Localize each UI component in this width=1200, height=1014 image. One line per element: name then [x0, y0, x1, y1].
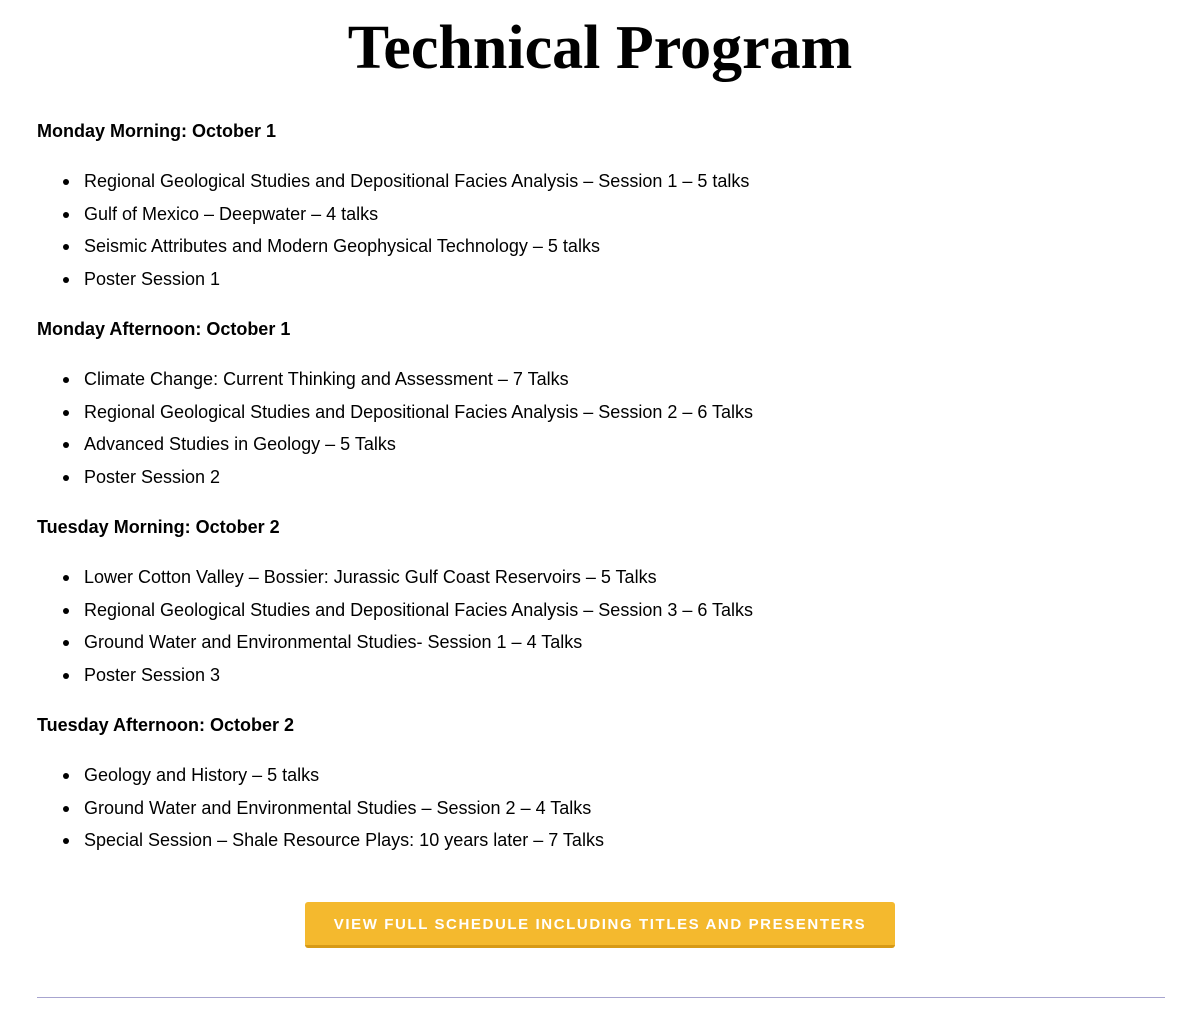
bullet-icon — [63, 277, 69, 283]
list-item-label: Ground Water and Environmental Studies – Session 2 – 4 Talks — [84, 797, 592, 818]
list-item — [84, 428, 1167, 461]
list-item — [84, 626, 1167, 659]
view-full-schedule-button[interactable]: VIEW FULL SCHEDULE INCLUDING TITLES AND PRESENTERS — [305, 902, 895, 948]
session-list — [37, 759, 1167, 857]
list-item-label: Poster Session 3 — [84, 664, 221, 685]
list-item — [84, 230, 1167, 263]
session-heading: Tuesday Afternoon: October 2 — [37, 715, 295, 735]
list-item — [84, 396, 1167, 429]
session-block-tuesday-afternoon — [37, 708, 1167, 857]
list-item — [84, 198, 1167, 231]
list-item — [84, 792, 1167, 825]
session-heading: Monday Afternoon: October 1 — [37, 319, 291, 339]
bullet-icon — [63, 410, 69, 416]
list-item-label: Special Session – Shale Resource Plays: 10 years later – 7 Talks — [84, 830, 604, 850]
list-item-label: Poster Session 1 — [84, 268, 221, 289]
bullet-icon — [63, 212, 69, 218]
bullet-icon — [63, 442, 69, 448]
list-item — [84, 263, 1167, 296]
list-item-label: Lower Cotton Valley – Bossier: Jurassic Gulf Coast Reservoirs – 5 Talks — [84, 567, 657, 587]
list-item — [84, 363, 1167, 396]
session-list — [37, 363, 1167, 493]
list-item-label: Regional Geological Studies and Depositional Facies Analysis – Session 2 – 6 Talks — [84, 401, 754, 422]
bullet-icon — [63, 673, 69, 679]
list-item-label: Seismic Attributes and Modern Geophysical Technology – 5 talks — [84, 236, 600, 256]
list-item — [84, 165, 1167, 198]
list-item-label: Climate Change: Current Thinking and Assessment – 7 Talks — [84, 369, 569, 389]
session-block-monday-morning — [37, 114, 1167, 295]
bullet-icon — [63, 838, 69, 844]
list-item — [84, 594, 1167, 627]
list-item-label: Ground Water and Environmental Studies- Session 1 – 4 Talks — [84, 632, 583, 652]
list-item — [84, 561, 1167, 594]
bullet-icon — [63, 575, 69, 581]
list-item-label: Poster Session 2 — [84, 466, 221, 487]
list-item — [84, 659, 1167, 692]
bullet-icon — [63, 608, 69, 614]
list-item-label: Regional Geological Studies and Depositional Facies Analysis – Session 3 – 6 Talks — [84, 599, 754, 620]
bullet-icon — [63, 244, 69, 250]
list-item-label: Geology and History – 5 talks — [84, 765, 320, 785]
session-list — [37, 561, 1167, 691]
session-block-tuesday-morning — [37, 510, 1167, 691]
list-item-label: Regional Geological Studies and Depositional Facies Analysis – Session 1 – 5 talks — [84, 171, 750, 191]
bullet-icon — [63, 475, 69, 481]
bullet-icon — [63, 179, 69, 185]
sessions-container — [37, 114, 1167, 857]
session-list — [37, 165, 1167, 295]
bullet-icon — [63, 773, 69, 779]
list-item — [84, 824, 1167, 857]
list-item — [84, 461, 1167, 494]
session-block-monday-afternoon — [37, 312, 1167, 493]
session-heading: Tuesday Morning: October 2 — [37, 517, 280, 537]
list-item-label: Gulf of Mexico – Deepwater – 4 talks — [84, 203, 379, 224]
page-title: Technical Program — [347, 14, 853, 82]
bullet-icon — [63, 640, 69, 646]
cta-container — [0, 902, 1200, 948]
bullet-icon — [63, 806, 69, 812]
list-item — [84, 759, 1167, 792]
divider — [37, 997, 1165, 998]
bullet-icon — [63, 377, 69, 383]
list-item-label: Advanced Studies in Geology – 5 Talks — [84, 434, 396, 454]
session-heading: Monday Morning: October 1 — [37, 121, 277, 141]
